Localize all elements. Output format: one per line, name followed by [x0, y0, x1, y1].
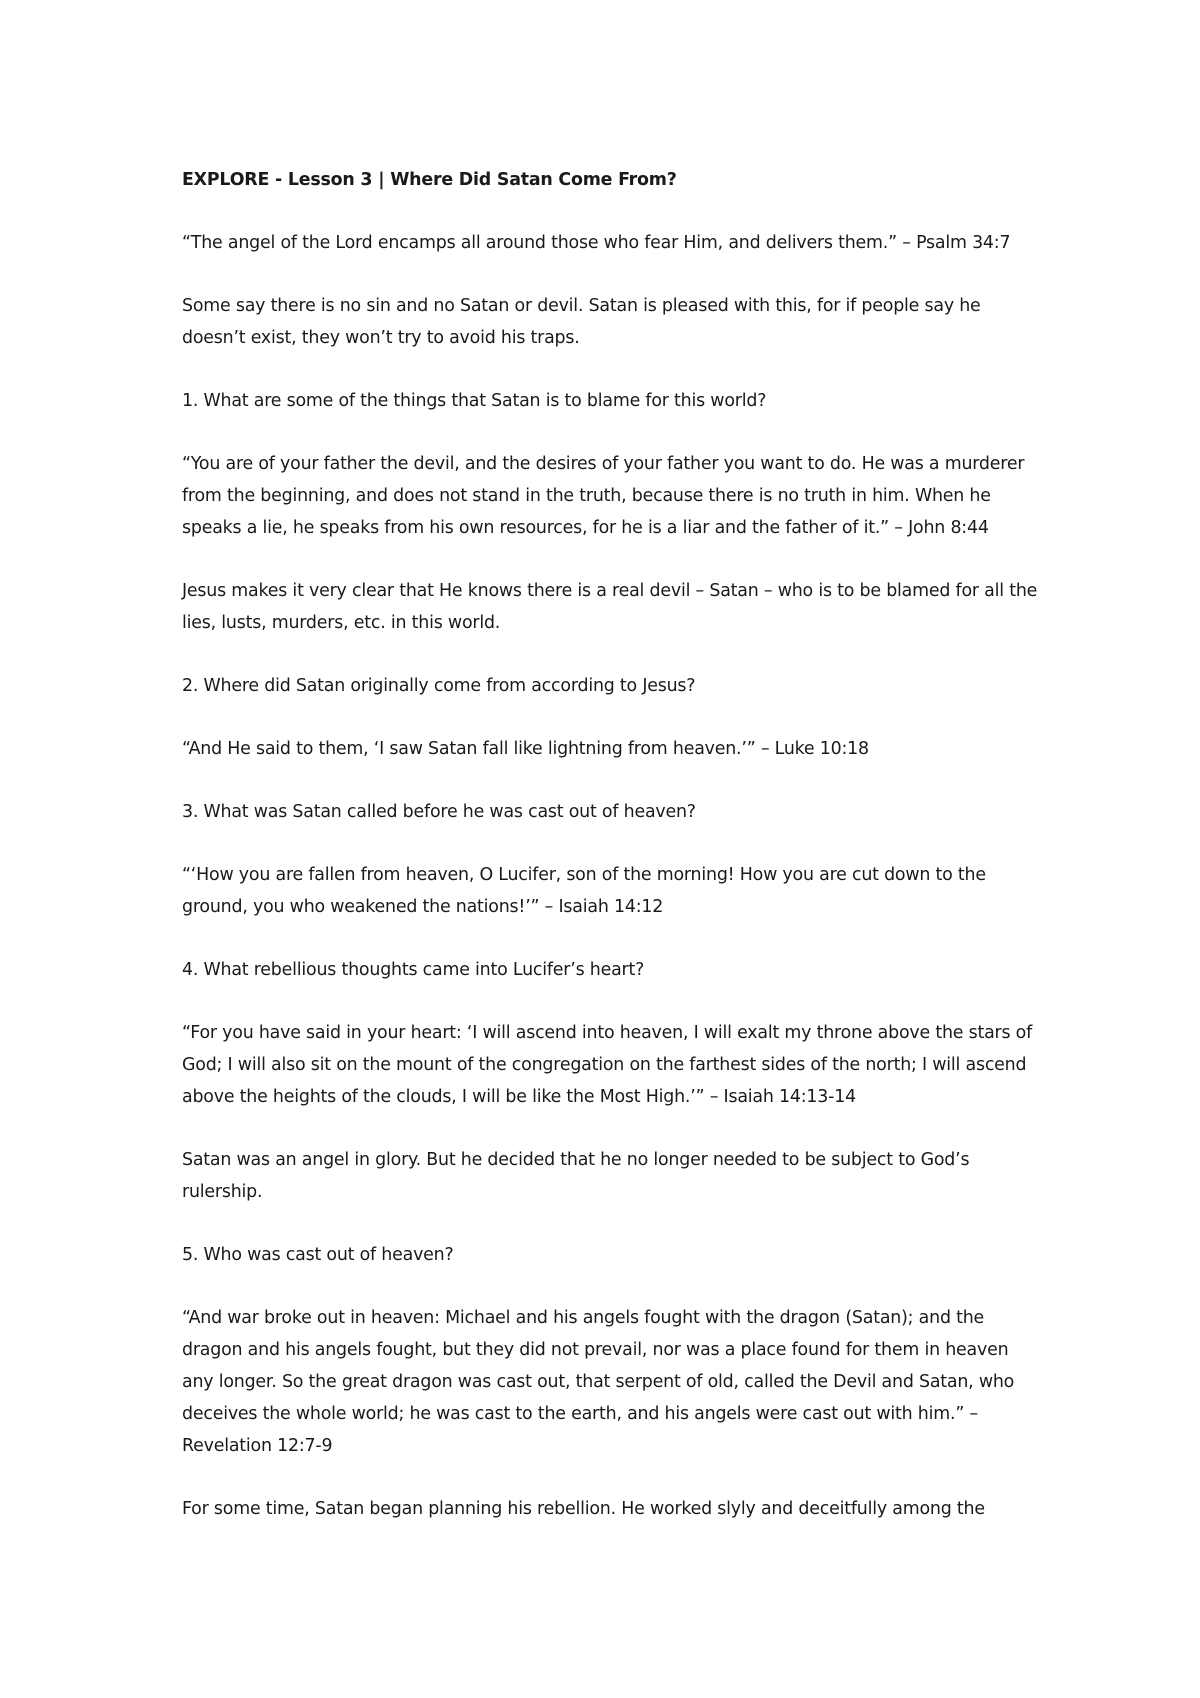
intro-paragraph: Some say there is no sin and no Satan or devil. Satan is pleased with this, for if people say he doesn’t exist, they won’t try to avoid his traps. — [182, 296, 981, 348]
document-title: EXPLORE - Lesson 3 | Where Did Satan Come From? — [182, 170, 677, 190]
commentary-paragraph-1: Jesus makes it very clear that He knows there is a real devil – Satan – who is to be blamed for all the lies, lusts, murders, etc. in this world. — [182, 581, 1038, 633]
quote-luke-10-18: “And He said to them, ‘I saw Satan fall like lightning from heaven.’” – Luke 10:18 — [182, 739, 869, 759]
question-3: 3. What was Satan called before he was cast out of heaven? — [182, 802, 696, 822]
commentary-paragraph-3: For some time, Satan began planning his rebellion. He worked slyly and deceitfully among the — [182, 1499, 985, 1519]
quote-isaiah-14-13-14: “For you have said in your heart: ‘I will ascend into heaven, I will exalt my throne above the stars of God; I will also sit on the mount of the congregation on the farthest sides of the north; I will ascend above the heights of the clouds, I will be like the Most High.’” – Isaiah 14:13-14 — [182, 1023, 1033, 1107]
quote-psalm-34-7: “The angel of the Lord encamps all around those who fear Him, and delivers them.” – Psalm 34:7 — [182, 233, 1011, 253]
question-4: 4. What rebellious thoughts came into Lucifer’s heart? — [182, 960, 645, 980]
question-1: 1. What are some of the things that Satan is to blame for this world? — [182, 391, 767, 411]
quote-isaiah-14-12: “‘How you are fallen from heaven, O Lucifer, son of the morning! How you are cut down to the ground, you who weakened the nations!’” – Isaiah 14:12 — [182, 865, 986, 917]
commentary-paragraph-2: Satan was an angel in glory. But he decided that he no longer needed to be subject to God’s rulership. — [182, 1150, 970, 1202]
quote-revelation-12-7-9: “And war broke out in heaven: Michael and his angels fought with the dragon (Satan); and the dragon and his angels fought, but they did not prevail, nor was a place found for them in heaven any longer. So the great dragon was cast out, that serpent of old, called the Devil and Satan, who deceives the whole world; he was cast to the earth, and his angels were cast out with him.” – Revelation 12:7-9 — [182, 1308, 1015, 1456]
quote-john-8-44: “You are of your father the devil, and the desires of your father you want to do. He was a murderer from the beginning, and does not stand in the truth, because there is no truth in him. When he speaks a lie, he speaks from his own resources, for he is a liar and the father of it.” – John 8:44 — [182, 454, 1025, 538]
question-2: 2. Where did Satan originally come from according to Jesus? — [182, 676, 696, 696]
document-body — [182, 164, 1042, 1556]
question-5: 5. Who was cast out of heaven? — [182, 1245, 454, 1265]
